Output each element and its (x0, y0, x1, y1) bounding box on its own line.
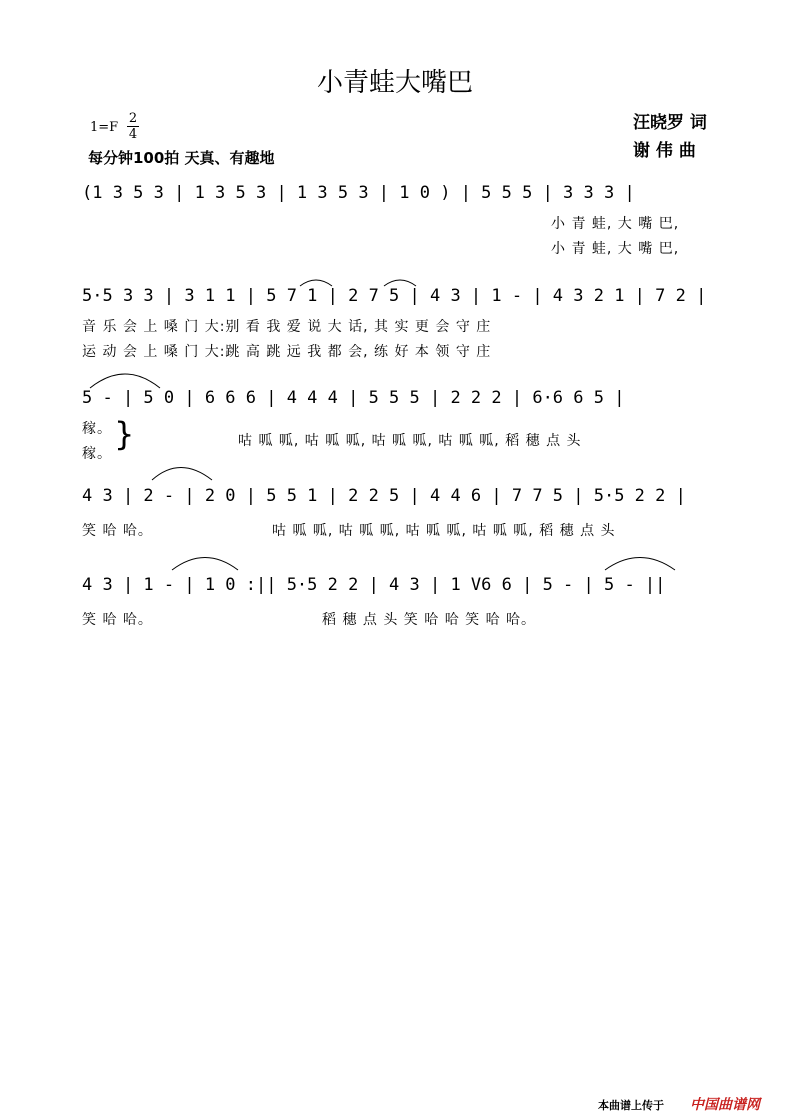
site-logo: 中国曲谱网 (690, 1097, 760, 1113)
score-row-5-notes: 4 3 | 1 - | 1 0 :|| 5·5 2 2 | 4 3 | 1 V6 6 | 5 - | 5 - || (82, 575, 666, 595)
score-row-1-lyrics-verse-2: 小 青 蛙, 大 嘴 巴, (551, 241, 680, 257)
score-row-4-lyrics-refrain: 咕 呱 呱, 咕 呱 呱, 咕 呱 呱, 咕 呱 呱, 稻 穗 点 头 (272, 523, 616, 539)
score-row-3-lyrics-verse-2: 稼。 (82, 446, 112, 462)
score-row-5-lyrics: 笑 哈 哈。 (82, 612, 153, 628)
song-title: 小青蛙大嘴巴 (316, 68, 473, 98)
meter-top: 2 (128, 111, 138, 126)
score-row-1-lyrics-verse-1: 小 青 蛙, 大 嘴 巴, (551, 216, 680, 232)
score-row-2-lyrics-verse-1: 音 乐 会 上 嗓 门 大:别 看 我 爱 说 大 话, 其 实 更 会 守 庄 (82, 319, 492, 335)
tempo-marking: 每分钟100拍 天真、有趣地 (88, 149, 275, 167)
score-row-3-lyrics-refrain: 咕 呱 呱, 咕 呱 呱, 咕 呱 呱, 咕 呱 呱, 稻 穗 点 头 (238, 433, 582, 449)
key-signature: 1=F (90, 120, 119, 135)
score-row-2-lyrics-verse-2: 运 动 会 上 嗓 门 大:跳 高 跳 远 我 都 会, 练 好 本 领 守 庄 (82, 344, 492, 360)
score-row-3-notes: 5 - | 5 0 | 6 6 6 | 4 4 4 | 5 5 5 | 2 2 2 | 6·6 6 5 | (82, 388, 625, 408)
verse-brace: } (114, 415, 135, 453)
score-row-1-notes: (1 3 5 3 | 1 3 5 3 | 1 3 5 3 | 1 0 ) | 5 5 5 | 3 3 3 | (82, 183, 635, 203)
meter-bottom: 4 (128, 127, 138, 142)
composer-credit: 谢 伟 曲 (633, 141, 696, 161)
score-row-4-lyrics: 笑 哈 哈。 (82, 523, 153, 539)
score-row-2-notes: 5·5 3 3 | 3 1 1 | 5 7 1 | 2 7 5 | 4 3 | 1 - | 4 3 2 1 | 7 2 | (82, 286, 707, 306)
score-row-4-notes: 4 3 | 2 - | 2 0 | 5 5 1 | 2 2 5 | 4 4 6 | 7 7 5 | 5·5 2 2 | (82, 486, 686, 506)
footer-upload-text: 本曲谱上传于 (598, 1099, 664, 1112)
lyricist-credit: 汪晓罗 词 (633, 113, 707, 133)
score-row-3-lyrics-verse-1: 稼。 (82, 421, 112, 437)
score-row-5-lyrics-refrain: 稻 穗 点 头 笑 哈 哈 笑 哈 哈。 (322, 612, 537, 628)
